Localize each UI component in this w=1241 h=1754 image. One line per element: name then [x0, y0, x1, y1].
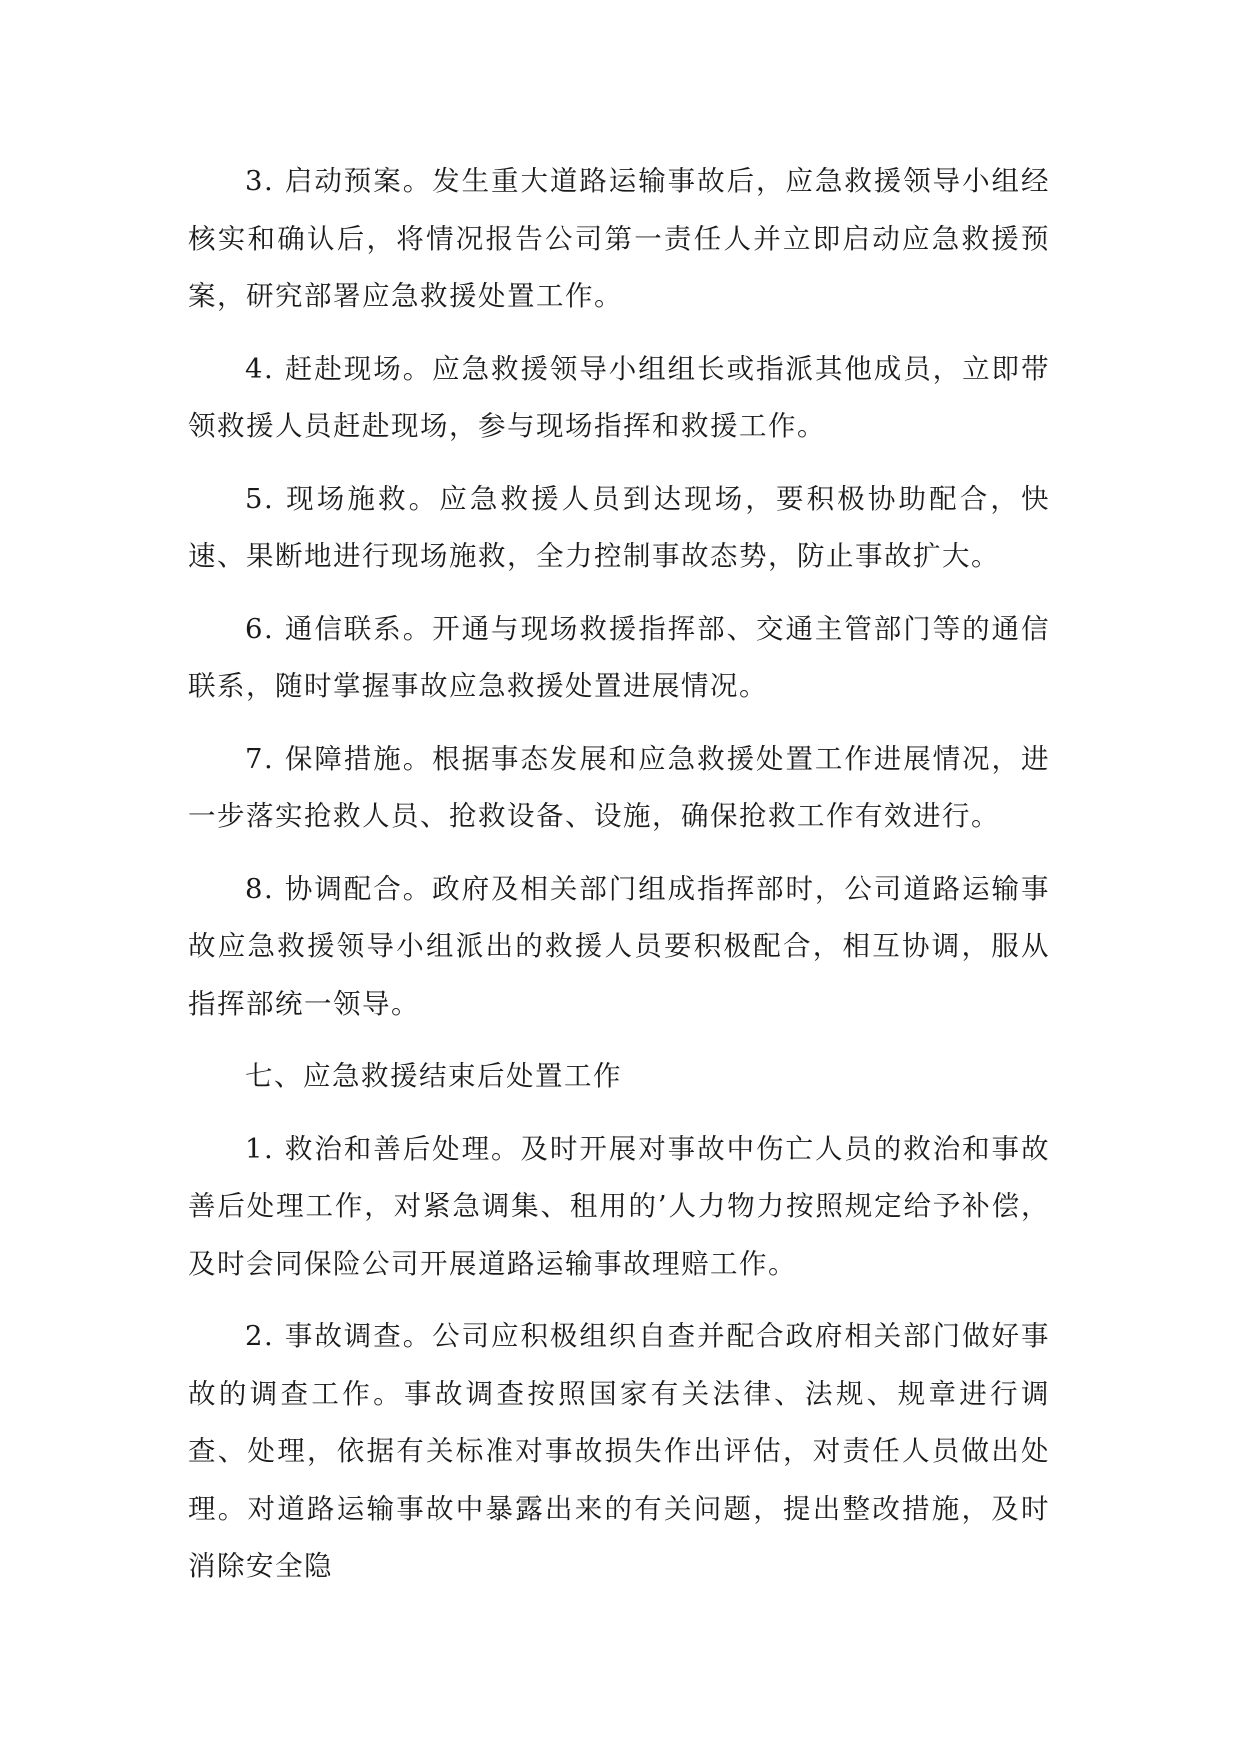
paragraph-safeguard-measures: 7. 保障措施。根据事态发展和应急救援处置工作进展情况，进一步落实抢救人员、抢救设备、设施，确保抢救工作有效进行。: [188, 742, 1050, 832]
section-heading-post-rescue: 七、应急救援结束后处置工作: [245, 1060, 622, 1092]
paragraph-coordination: 8. 协调配合。政府及相关部门组成指挥部时，公司道路运输事故应急救援领导小组派出的救援人员要积极配合，相互协调，服从指挥部统一领导。: [188, 872, 1050, 1020]
document-body: [188, 153, 1050, 1611]
paragraph-start-plan: 3. 启动预案。发生重大道路运输事故后，应急救援领导小组经核实和确认后，将情况报告公司第一责任人并立即启动应急救援预案，研究部署应急救援处置工作。: [188, 165, 1050, 312]
paragraph-accident-investigation: 2. 事故调查。公司应积极组织自查并配合政府相关部门做好事故的调查工作。事故调查按照国家有关法律、法规、规章进行调查、处理，依据有关标准对事故损失作出评估，对责任人员做出处理。对道路运输事故中暴露出来的有关问题，提出整改措施，及时消除安全隐: [188, 1320, 1050, 1582]
paragraph-treatment-aftermath: 1. 救治和善后处理。及时开展对事故中伤亡人员的救治和事故善后处理工作，对紧急调集、租用的’人力物力按照规定给予补偿，及时会同保险公司开展道路运输事故理赔工作。: [188, 1132, 1050, 1280]
paragraph-on-site-rescue: 5. 现场施救。应急救援人员到达现场，要积极协助配合，快速、果断地进行现场施救，全力控制事故态势，防止事故扩大。: [188, 482, 1050, 572]
paragraph-communication: 6. 通信联系。开通与现场救援指挥部、交通主管部门等的通信联系，随时掌握事故应急救援处置进展情况。: [188, 612, 1050, 702]
paragraph-rush-to-scene: 4. 赶赴现场。应急救援领导小组组长或指派其他成员，立即带领救援人员赶赴现场，参与现场指挥和救援工作。: [188, 352, 1050, 442]
